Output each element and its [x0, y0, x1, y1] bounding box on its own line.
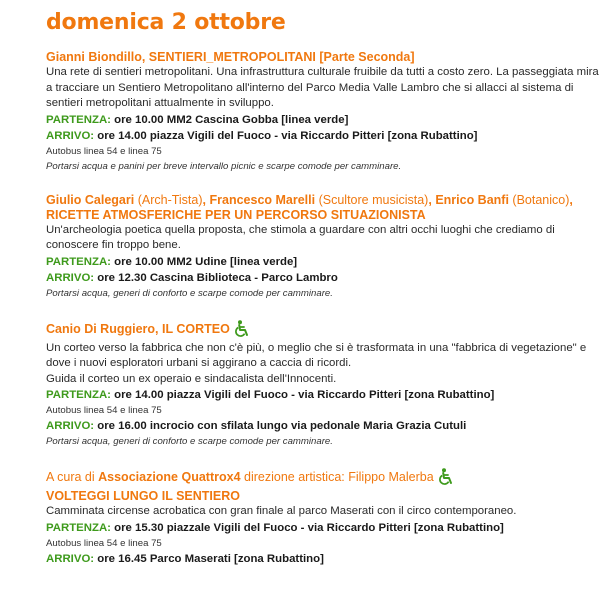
event-departure: PARTENZA: ore 10.00 MM2 Cascina Gobba [linea verde]	[46, 113, 349, 126]
event-note: Portarsi acqua, generi di conforto e scarpe comode per camminare.	[46, 287, 333, 299]
event-biondillo	[46, 50, 606, 174]
event-bus: Autobus linea 54 e linea 75	[46, 537, 162, 549]
event-departure: PARTENZA: ore 10.00 MM2 Udine [linea verde]	[46, 255, 298, 268]
event-title: Giulio Calegari (Arch-Tista), Francesco Marelli (Scultore musicista), Enrico Banfi (Botanico), RICETTE ATMOSFERICHE PER UN PERCORSO SITUAZIONISTA	[46, 192, 573, 222]
event-note: Portarsi acqua e panini per breve intervallo picnic e scarpe comode per camminare.	[46, 160, 402, 172]
event-note: Portarsi acqua, generi di conforto e scarpe comode per camminare.	[46, 436, 333, 447]
event-bus: Autobus linea 54 e linea 75	[46, 145, 162, 157]
page-title: domenica 2 ottobre	[46, 10, 286, 35]
event-title: VOLTEGGI LUNGO IL SENTIERO	[46, 489, 240, 503]
event-departure: PARTENZA: ore 15.30 piazzale Vigili del Fuoco - via Riccardo Pitteri [zona Rubattino]	[46, 521, 504, 534]
event-ricette	[46, 193, 606, 301]
event-description: Un corteo verso la fabbrica che non c'è più, o meglio che si è trasformata in una "fabbrica di vegetazione" e dove i nuovi esploratori urbani si aggirano a caccia di ricordi.	[46, 341, 587, 369]
wheelchair-icon	[234, 320, 250, 341]
event-description: Camminata circense acrobatica con gran finale al parco Maserati con il circo contemporaneo.	[46, 505, 517, 517]
event-description-2: Guida il corteo un ex operaio e sindacalista dell'Innocenti.	[46, 372, 337, 385]
event-arrival: ARRIVO: ore 12.30 Cascina Biblioteca - Parco Lambro	[46, 271, 338, 284]
event-description: Una rete di sentieri metropolitani. Una infrastruttura culturale fruibile da tutti a costo zero. La passeggiata mira a tracciare un Sentiero Metropolitano all'interno del Parco Media Valle Lambro che si allacci al sistema di sentieri metropolitani attualmente in sviluppo.	[46, 66, 599, 109]
wheelchair-icon	[438, 468, 454, 489]
event-bus: Autobus linea 54 e linea 75	[46, 405, 162, 416]
event-description: Un'archeologia poetica quella proposta, che stimola a guardare con altri occhi luoghi che crediamo di conoscere fin troppo bene.	[46, 223, 555, 251]
event-arrival: ARRIVO: ore 16.00 incrocio con sfilata lungo via pedonale Maria Grazia Cutuli	[46, 420, 467, 432]
event-title: Gianni Biondillo, SENTIERI_METROPOLITANI [Parte Seconda]	[46, 50, 415, 64]
event-arrival: ARRIVO: ore 16.45 Parco Maserati [zona Rubattino]	[46, 552, 324, 565]
event-curator: A cura di Associazione Quattrox4 direzione artistica: Filippo Malerba	[46, 468, 606, 489]
event-title: Canio Di Ruggiero, IL CORTEO	[46, 320, 606, 341]
event-corteo	[46, 320, 606, 450]
event-arrival: ARRIVO: ore 14.00 piazza Vigili del Fuoco - via Riccardo Pitteri [zona Rubattino]	[46, 129, 478, 142]
event-departure: PARTENZA: ore 14.00 piazza Vigili del Fuoco - via Riccardo Pitteri [zona Rubattino]	[46, 389, 495, 401]
event-volteggi	[46, 468, 606, 567]
